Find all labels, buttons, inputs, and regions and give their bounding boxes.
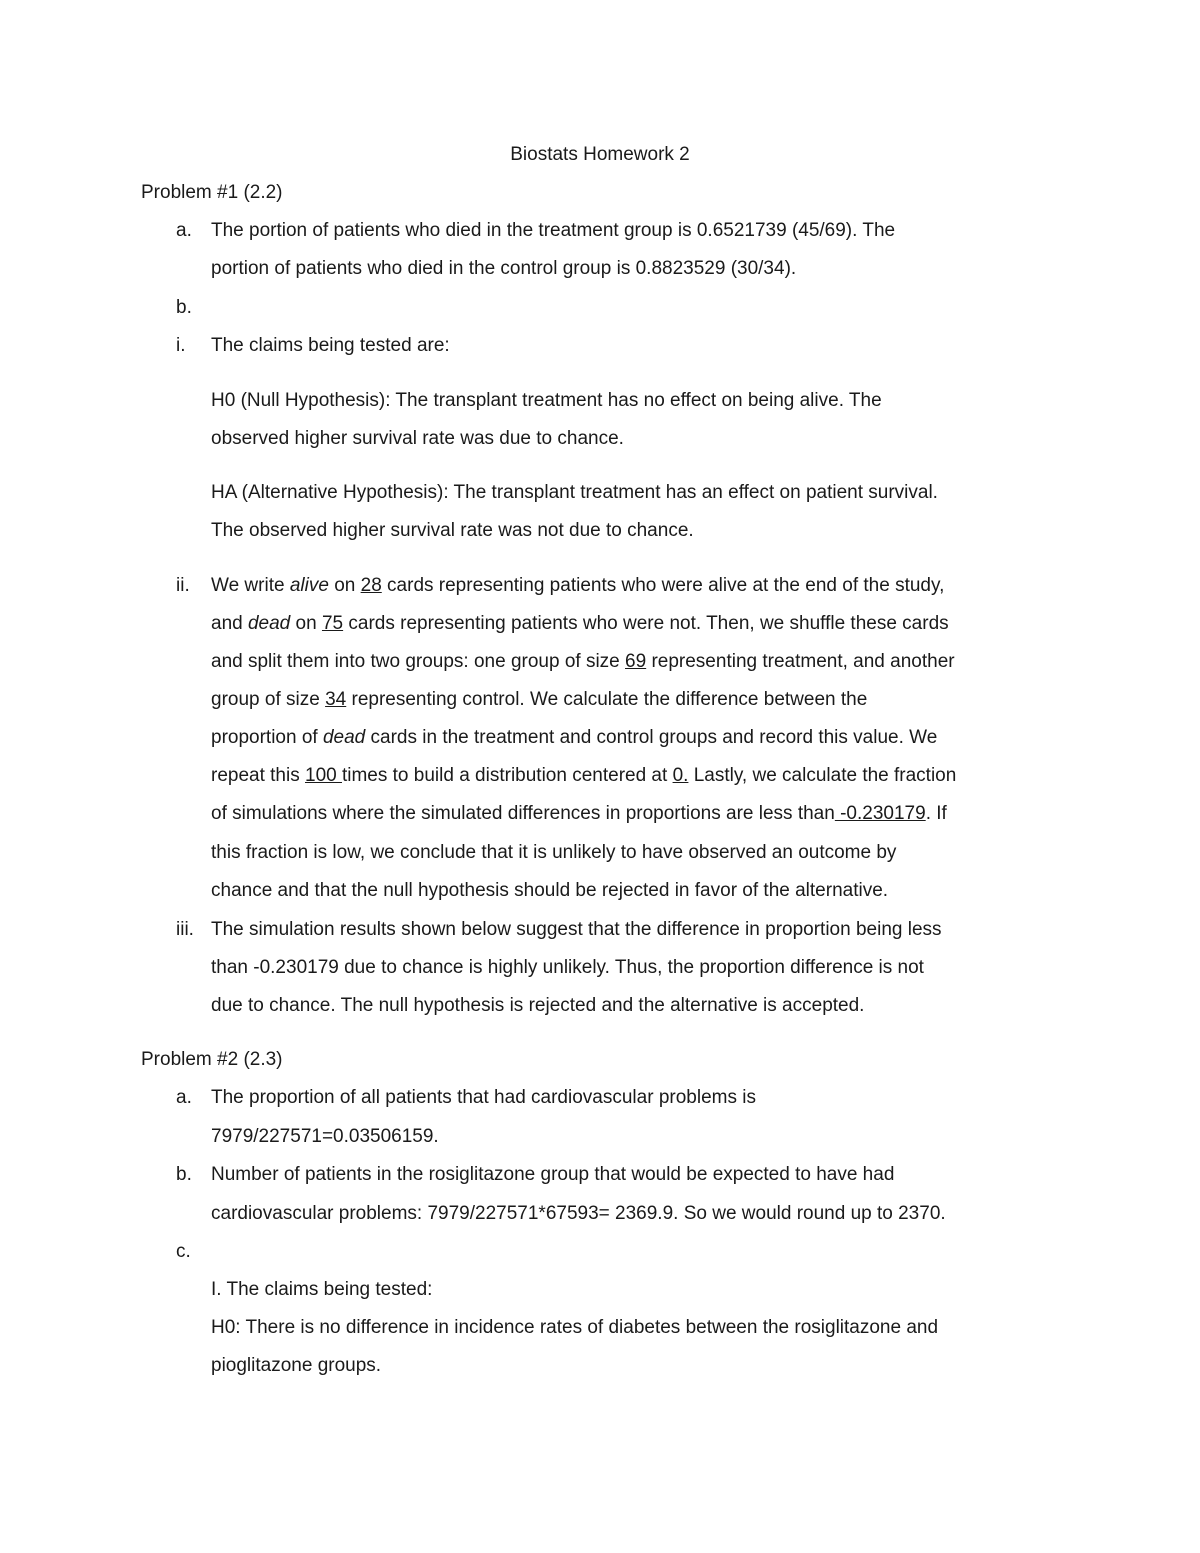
text-run: repeat this <box>211 765 305 786</box>
p1-iii-line-2: than -0.230179 due to chance is highly unlikely. Thus, the proportion difference is not <box>211 957 924 978</box>
p1-h0-line-2: observed higher survival rate was due to chance. <box>211 428 624 449</box>
text-run: and <box>211 613 248 634</box>
p1-ii-line-2 <box>211 612 949 636</box>
p1-ii-line-5 <box>211 726 937 750</box>
text-run: group of size <box>211 689 326 710</box>
p1-iii-marker: iii. <box>176 919 194 940</box>
p2-b-marker: b. <box>176 1164 192 1185</box>
p1-ha-line-2: The observed higher survival rate was not due to chance. <box>211 520 694 541</box>
p2-b-line-2: cardiovascular problems: 7979/227571*67593= 2369.9. So we would round up to 2370. <box>211 1203 946 1224</box>
p1-iii-line-3: due to chance. The null hypothesis is rejected and the alternative is accepted. <box>211 995 865 1016</box>
p1-ii-line-1 <box>211 574 944 598</box>
p2-c-line-2: H0: There is no difference in incidence rates of diabetes between the rosiglitazone and <box>211 1317 939 1338</box>
text-run: cards in the treatment and control groups and record this value. We <box>365 727 938 748</box>
p2-c-line-1: I. The claims being tested: <box>211 1279 433 1300</box>
text-run: times to build a distribution centered at <box>341 765 673 786</box>
text-run: on <box>290 613 322 634</box>
p1-ii-line-8: this fraction is low, we conclude that it is unlikely to have observed an outcome by <box>211 842 897 863</box>
p2-a-line-1: The proportion of all patients that had cardiovascular problems is <box>211 1087 756 1108</box>
document-title: Biostats Homework 2 <box>510 144 690 165</box>
p2-a-marker: a. <box>176 1087 192 1108</box>
text-run: . If <box>925 803 947 824</box>
italic-dead: dead <box>322 727 366 748</box>
p1-ii-line-9: chance and that the null hypothesis should be rejected in favor of the alternative. <box>211 880 889 901</box>
text-run: and split them into two groups: one group of size <box>211 651 626 672</box>
p1-ii-line-7 <box>211 802 947 826</box>
text-run: cards representing patients who were not. Then, we shuffle these cards <box>343 613 949 634</box>
p1-a-line-2: portion of patients who died in the control group is 0.8823529 (30/34). <box>211 258 797 279</box>
p1-i-intro: The claims being tested are: <box>211 335 450 356</box>
italic-dead: dead <box>247 613 291 634</box>
blank-threshold: -0.230179 <box>834 803 926 824</box>
text-run: proportion of <box>211 727 323 748</box>
blank-100: 100 <box>305 765 342 786</box>
text-run: cards representing patients who were alive at the end of the study, <box>381 575 945 596</box>
blank-69: 69 <box>625 651 647 672</box>
p1-ha-line-1: HA (Alternative Hypothesis): The transplant treatment has an effect on patient survival. <box>211 482 938 503</box>
text-run: We write <box>211 575 290 596</box>
text-run: Lastly, we calculate the fraction <box>688 765 957 786</box>
problem-1-heading: Problem #1 (2.2) <box>141 182 283 203</box>
p1-ii-line-6 <box>211 764 956 788</box>
p2-a-line-2: 7979/227571=0.03506159. <box>211 1126 439 1147</box>
p1-ii-line-4 <box>211 688 867 712</box>
p1-a-marker: a. <box>176 220 192 241</box>
text-run: on <box>328 575 361 596</box>
p1-h0-line-1: H0 (Null Hypothesis): The transplant treatment has no effect on being alive. The <box>211 390 882 411</box>
p1-a-line-1: The portion of patients who died in the treatment group is 0.6521739 (45/69). The <box>211 220 896 241</box>
p1-ii-line-3 <box>211 650 955 674</box>
blank-0: 0. <box>672 765 689 786</box>
p2-c-line-3: pioglitazone groups. <box>211 1355 382 1376</box>
p1-i-marker: i. <box>176 335 186 356</box>
italic-alive: alive <box>289 575 329 596</box>
p2-b-line-1: Number of patients in the rosiglitazone group that would be expected to have had <box>211 1164 895 1185</box>
text-run: representing treatment, and another <box>646 651 955 672</box>
text-run: representing control. We calculate the difference between the <box>346 689 868 710</box>
text-run: of simulations where the simulated differences in proportions are less than <box>211 803 835 824</box>
blank-28: 28 <box>360 575 382 596</box>
p1-iii-line-1: The simulation results shown below suggest that the difference in proportion being less <box>211 919 942 940</box>
blank-34: 34 <box>325 689 347 710</box>
p1-ii-marker: ii. <box>176 575 190 596</box>
blank-75: 75 <box>321 613 344 634</box>
p1-b-marker: b. <box>176 297 192 318</box>
p2-c-marker: c. <box>176 1241 191 1262</box>
problem-2-heading: Problem #2 (2.3) <box>141 1049 283 1070</box>
